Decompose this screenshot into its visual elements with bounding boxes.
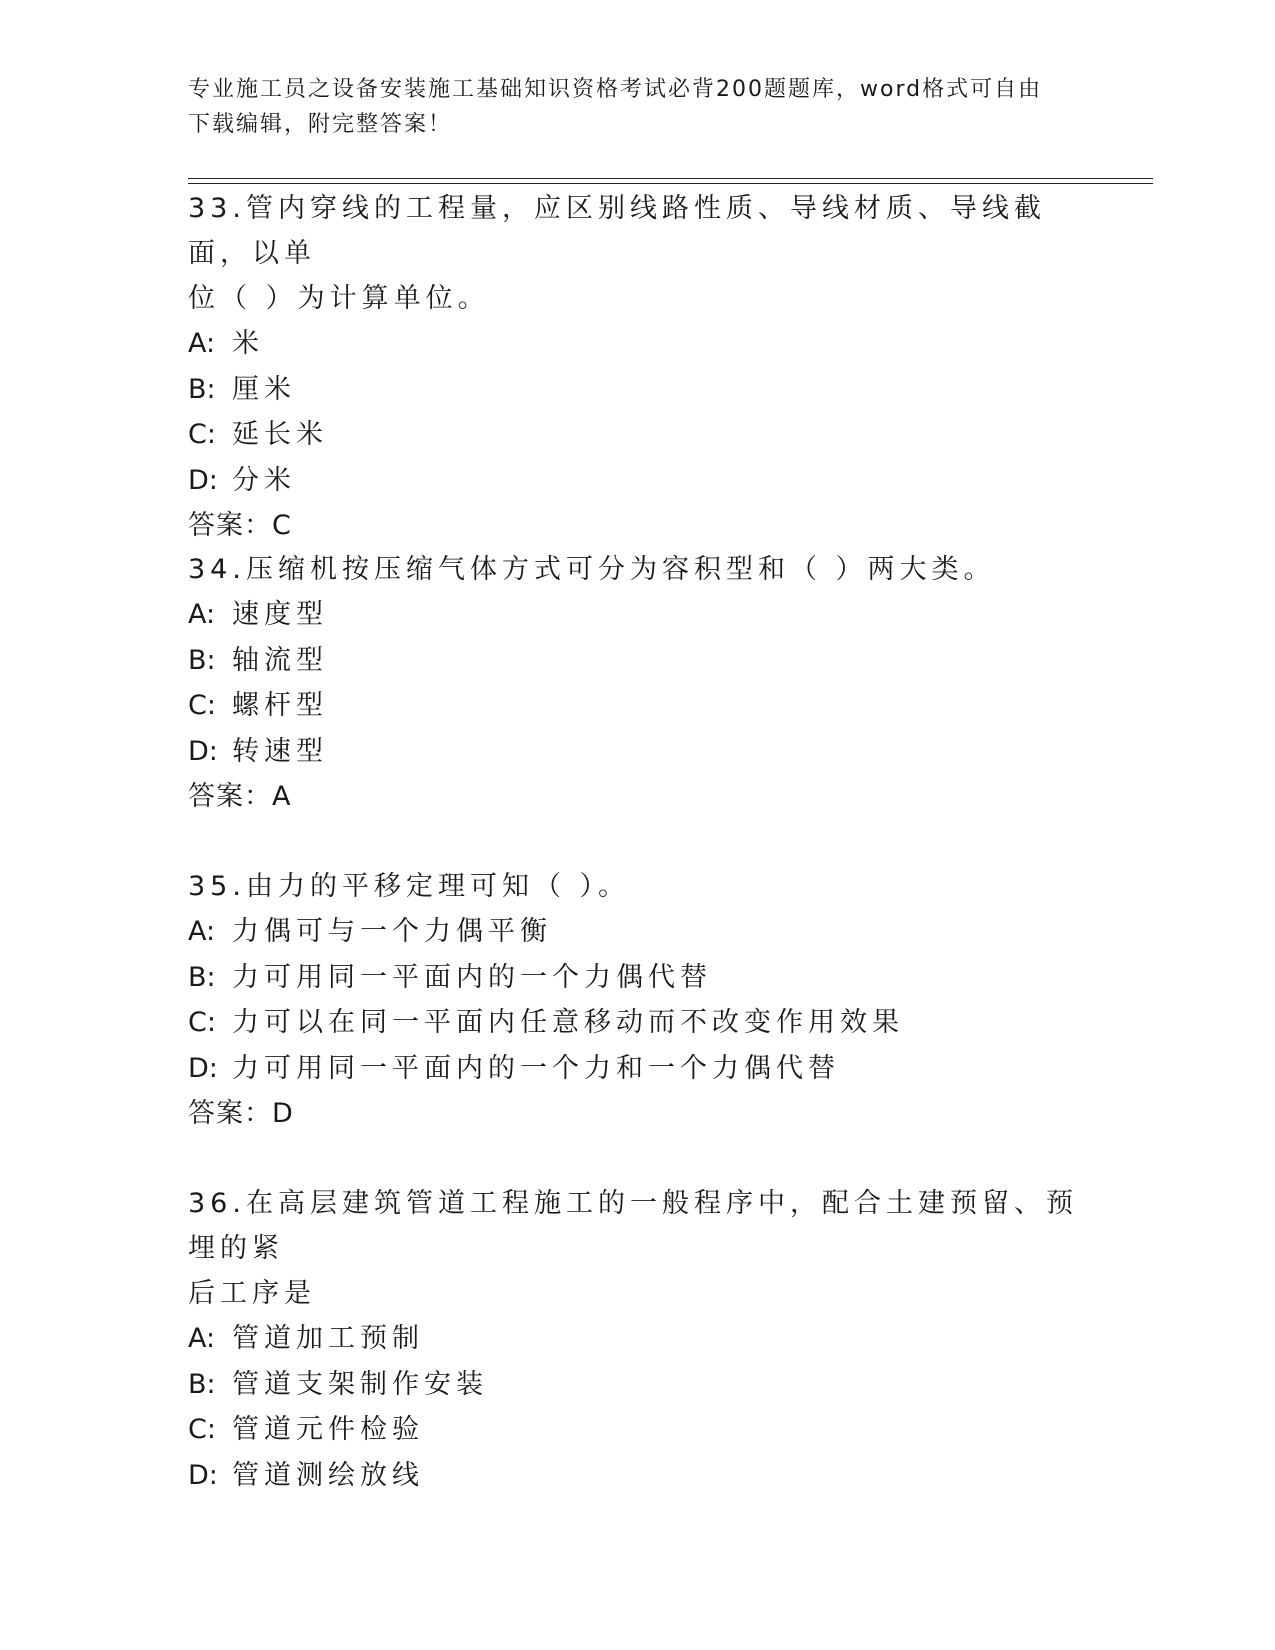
question-text-line-1: 33.管内穿线的工程量，应区别线路性质、导线材质、导线截面，以单 (188, 193, 1046, 269)
option-letter: B: (188, 961, 216, 993)
option-letter: C: (188, 1414, 216, 1445)
option-c (188, 683, 1078, 729)
option-c (188, 412, 1078, 458)
option-letter: D: (188, 735, 218, 767)
option-text: 螺杆型 (232, 690, 328, 721)
document-header (188, 72, 1068, 142)
option-a (188, 592, 1078, 638)
option-text: 厘米 (232, 373, 296, 405)
option-letter: D: (188, 1459, 218, 1491)
option-d (188, 458, 1078, 504)
option-d (188, 729, 1078, 775)
option-a (188, 909, 1078, 955)
question-text: 34.压缩机按压缩气体方式可分为容积型和（ ）两大类。 (188, 554, 996, 585)
option-letter: B: (188, 644, 216, 676)
option-a (188, 321, 1078, 367)
option-text: 轴流型 (232, 644, 328, 676)
option-letter: A: (188, 599, 216, 630)
option-letter: A: (188, 916, 216, 947)
option-text: 速度型 (232, 599, 328, 630)
question-33 (188, 186, 1078, 548)
answer-line: 答案：D (188, 1098, 294, 1129)
option-text: 管道测绘放线 (232, 1459, 424, 1491)
option-a (188, 1316, 1078, 1362)
answer-line: 答案：A (188, 781, 292, 812)
option-text: 延长米 (232, 419, 328, 450)
option-letter: A: (188, 328, 216, 359)
question-text (188, 1181, 1078, 1316)
option-letter: B: (188, 1368, 216, 1400)
option-letter: C: (188, 690, 216, 721)
option-letter: C: (188, 1007, 216, 1038)
header-divider-top (188, 178, 1153, 179)
option-letter: A: (188, 1323, 216, 1354)
option-letter: D: (188, 1052, 218, 1084)
question-text: 35.由力的平移定理可知（ ）。 (188, 871, 631, 902)
option-d (188, 1453, 1078, 1499)
option-b (188, 955, 1078, 1001)
option-text: 管道加工预制 (232, 1323, 424, 1354)
option-c (188, 1407, 1078, 1453)
option-d (188, 1046, 1078, 1092)
question-text-line-2: 后工序是 (188, 1278, 316, 1309)
option-b (188, 1362, 1078, 1408)
option-text: 转速型 (232, 735, 328, 767)
option-letter: D: (188, 464, 218, 496)
question-text (188, 186, 1078, 321)
option-b (188, 638, 1078, 684)
question-34 (188, 547, 1078, 819)
header-divider-bottom (188, 183, 1153, 184)
option-text: 管道元件检验 (232, 1414, 424, 1445)
option-text: 力可用同一平面内的一个力和一个力偶代替 (232, 1052, 840, 1084)
question-text-line-2: 位（ ）为计算单位。 (188, 283, 490, 314)
answer-line: 答案：C (188, 510, 292, 541)
option-text: 力偶可与一个力偶平衡 (232, 916, 552, 947)
option-text: 米 (232, 328, 264, 359)
option-text: 力可用同一平面内的一个力偶代替 (232, 961, 712, 993)
question-text-line-1: 36.在高层建筑管道工程施工的一般程序中，配合土建预留、预埋的紧 (188, 1188, 1078, 1264)
option-letter: C: (188, 419, 216, 450)
option-c (188, 1000, 1078, 1046)
option-text: 力可以在同一平面内任意移动而不改变作用效果 (232, 1007, 904, 1038)
option-b (188, 367, 1078, 413)
header-line-2: 下载编辑，附完整答案！ (188, 112, 453, 137)
question-36 (188, 1181, 1078, 1498)
option-text: 分米 (232, 464, 296, 496)
header-line-1: 专业施工员之设备安装施工基础知识资格考试必背200题题库，word格式可自由 (188, 77, 1043, 102)
option-letter: B: (188, 373, 216, 405)
question-35 (188, 864, 1078, 1136)
option-text: 管道支架制作安装 (232, 1368, 488, 1400)
